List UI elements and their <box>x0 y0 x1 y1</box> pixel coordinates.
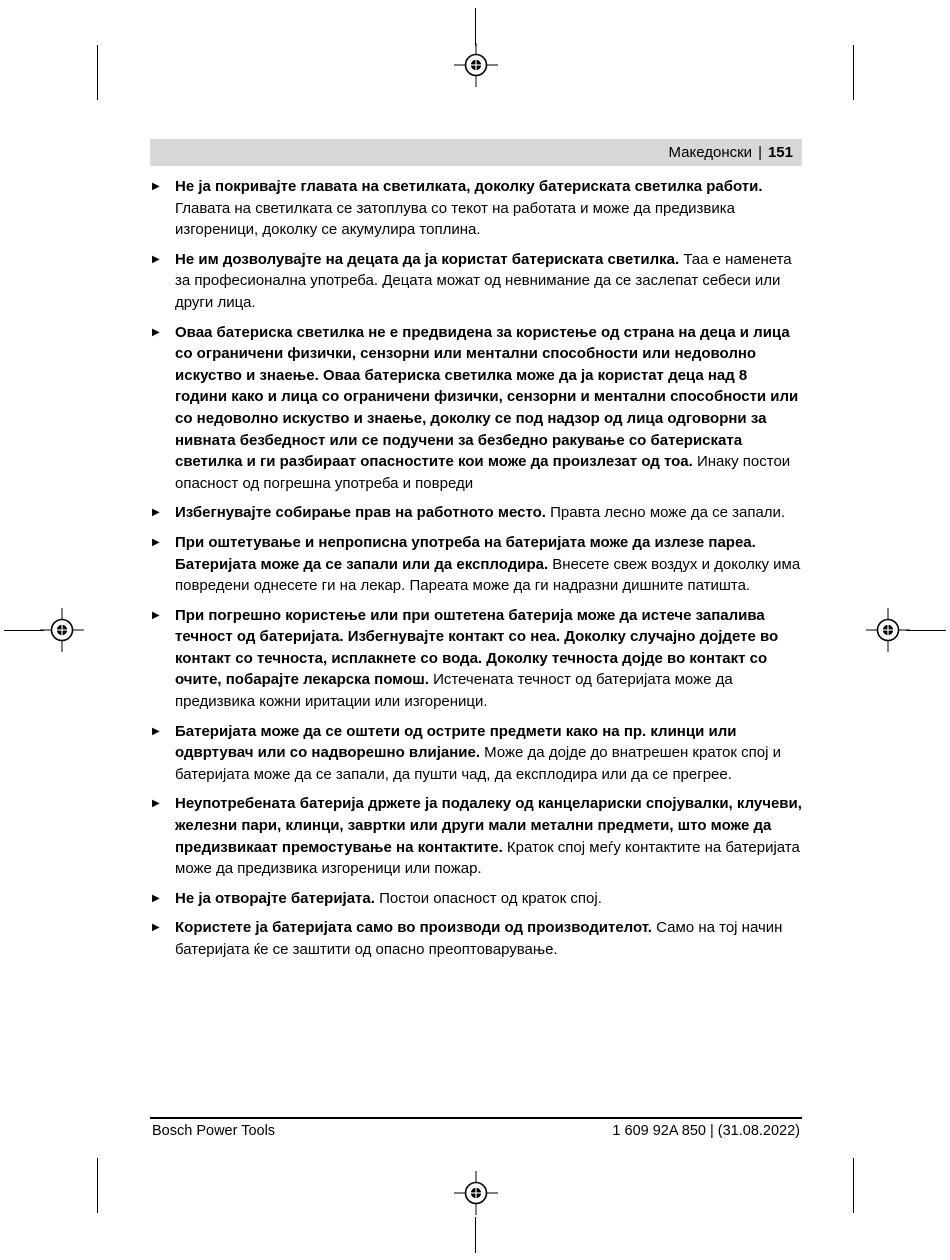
registration-mark-icon <box>454 43 498 87</box>
bullet-triangle-icon: ▶ <box>152 536 160 548</box>
bullet-triangle-icon: ▶ <box>152 609 160 621</box>
bullet-triangle-icon: ▶ <box>152 725 160 737</box>
list-item <box>152 793 802 879</box>
bullet-paragraph <box>175 502 802 524</box>
list-item <box>152 322 802 495</box>
bullet-regular-text: Таа е наменета за професионална употреба. Децата можат од невнимание да се заслепат себеси или други лица. <box>175 250 792 311</box>
bullet-paragraph <box>175 917 802 960</box>
page-number: 151 <box>767 144 793 161</box>
bullet-triangle-icon: ▶ <box>152 326 160 338</box>
list-item <box>152 721 802 786</box>
bullet-bold-text: Не ја покривајте главата на светилката, доколку батериската светилка работи. <box>175 178 763 195</box>
bullet-bold-text: Користете ја батеријата само во производи од производителот. <box>175 919 652 937</box>
list-item <box>152 249 802 314</box>
list-item <box>152 917 802 960</box>
safety-instructions <box>152 176 802 969</box>
page-header <box>150 139 802 166</box>
bullet-triangle-icon: ▶ <box>152 922 160 934</box>
bullet-regular-text: Внесете свеж воздух и доколку има повредени однесете ги на лекар. Пареата може да ги надразни дишните патишта. <box>175 555 801 595</box>
bullet-bold-text: Не ја отворајте батеријата. <box>175 889 375 907</box>
footer-rule <box>150 1117 802 1119</box>
bullet-bold-text: Оваа батериска светилка не е предвидена за користење од страна на деца и лица со ограничени физички, сензорни или ментални способности или недоволно искуство и знаење. Оваа батериска светилка може да ја користат деца над 8 години како и лица со ограничени физички, сензорни и ментални способности или со недоволно искуство и знаење, доколку се под надзор од лица одговорни за нивната безбедност или се подучени за безбедно ракување со батериската светилка и ги разбираат опасностите кои може да произлезат од тоа. <box>175 323 799 471</box>
crop-mark <box>97 45 98 100</box>
footer-brand: Bosch Power Tools <box>152 1123 276 1139</box>
bullet-bold-text: Неупотребената батерија држете ја подалеку од канцелариски спојувалки, клучеви, железни пари, клинци, завртки или други мали метални предмети, што може да предизвикаат премостување на контактите. <box>175 795 802 856</box>
bullet-bold-text: При оштетување и непрописна употреба на батеријата може да излезе пареа. Батеријата може да се запали или да експлодира. <box>175 533 756 573</box>
header-language: Македонски <box>668 144 753 161</box>
bullet-bold-text: Батеријата може да се оштети од острите предмети како на пр. клинци или одвртувач или со надворешно влијание. <box>175 722 737 762</box>
registration-mark-icon <box>866 608 910 652</box>
list-item <box>152 176 802 241</box>
bullet-regular-text: Правта лесно може да се запали. <box>550 504 786 522</box>
crop-mark <box>97 1158 98 1213</box>
list-item <box>152 605 802 713</box>
bullet-regular-text: Само на тој начин батеријата ќе се заштити од опасно преоптоварување. <box>175 919 783 958</box>
bullet-regular-text: Истечената течност од батеријата може да предизвика кожни иритации или изгореници. <box>175 671 733 711</box>
registration-mark-icon <box>40 608 84 652</box>
bullet-triangle-icon: ▶ <box>152 507 160 519</box>
list-item <box>152 532 802 597</box>
page-footer <box>150 1123 802 1139</box>
bullet-regular-text: Постои опасност од краток спој. <box>379 889 602 907</box>
bullet-triangle-icon: ▶ <box>152 253 160 265</box>
bullet-paragraph <box>175 532 802 597</box>
bullet-triangle-icon: ▶ <box>152 798 160 810</box>
crop-mark <box>475 1217 476 1253</box>
footer-document-number: 1 609 92A 850 | (31.08.2022) <box>612 1123 800 1139</box>
registration-mark-icon <box>454 1171 498 1215</box>
bullet-paragraph <box>175 793 802 879</box>
crop-mark <box>853 45 854 100</box>
bullet-triangle-icon: ▶ <box>152 181 160 192</box>
bullet-regular-text: Краток спој меѓу контактите на батеријата може да предизвика изгореници или пожар. <box>175 838 800 878</box>
crop-mark <box>475 8 476 46</box>
bullet-bold-text: Не им дозволувајте на децата да ја користат батериската светилка. <box>175 250 680 268</box>
list-item <box>152 888 802 910</box>
crop-mark <box>853 1158 854 1213</box>
header-separator: | <box>758 144 762 161</box>
crop-mark <box>4 630 44 631</box>
bullet-paragraph <box>175 721 802 786</box>
bullet-bold-text: При погрешно користење или при оштетена батерија може да истече запалива течност од батеријата. Избегнувајте контакт со неа. Доколку случајно дојдете во контакт со течноста, исплакнете со вода. Доколку течноста дојде во контакт со очите, побарајте лекарска помош. <box>175 606 779 689</box>
bullet-bold-text: Избегнувајте собирање прав на работното место. <box>175 504 546 522</box>
bullet-regular-text: Може да дојде до внатрешен краток спој и батеријата може да се запали, да пушти чад, да експлодира или да се прегрее. <box>175 744 781 783</box>
bullet-paragraph <box>175 888 802 910</box>
bullet-paragraph <box>175 605 802 713</box>
bullet-paragraph <box>175 322 802 495</box>
bullet-triangle-icon: ▶ <box>152 892 160 904</box>
bullet-regular-text: Инаку постои опасност од погрешна употреба и повреди <box>175 453 791 492</box>
list-item <box>152 502 802 524</box>
crop-mark <box>906 630 946 631</box>
bullet-paragraph <box>175 249 802 314</box>
bullet-regular-text: Главата на светилката се затоплува со текот на работата и може да предизвика изгореници, доколку се акумулира топлина. <box>175 199 736 239</box>
bullet-paragraph <box>175 176 802 241</box>
